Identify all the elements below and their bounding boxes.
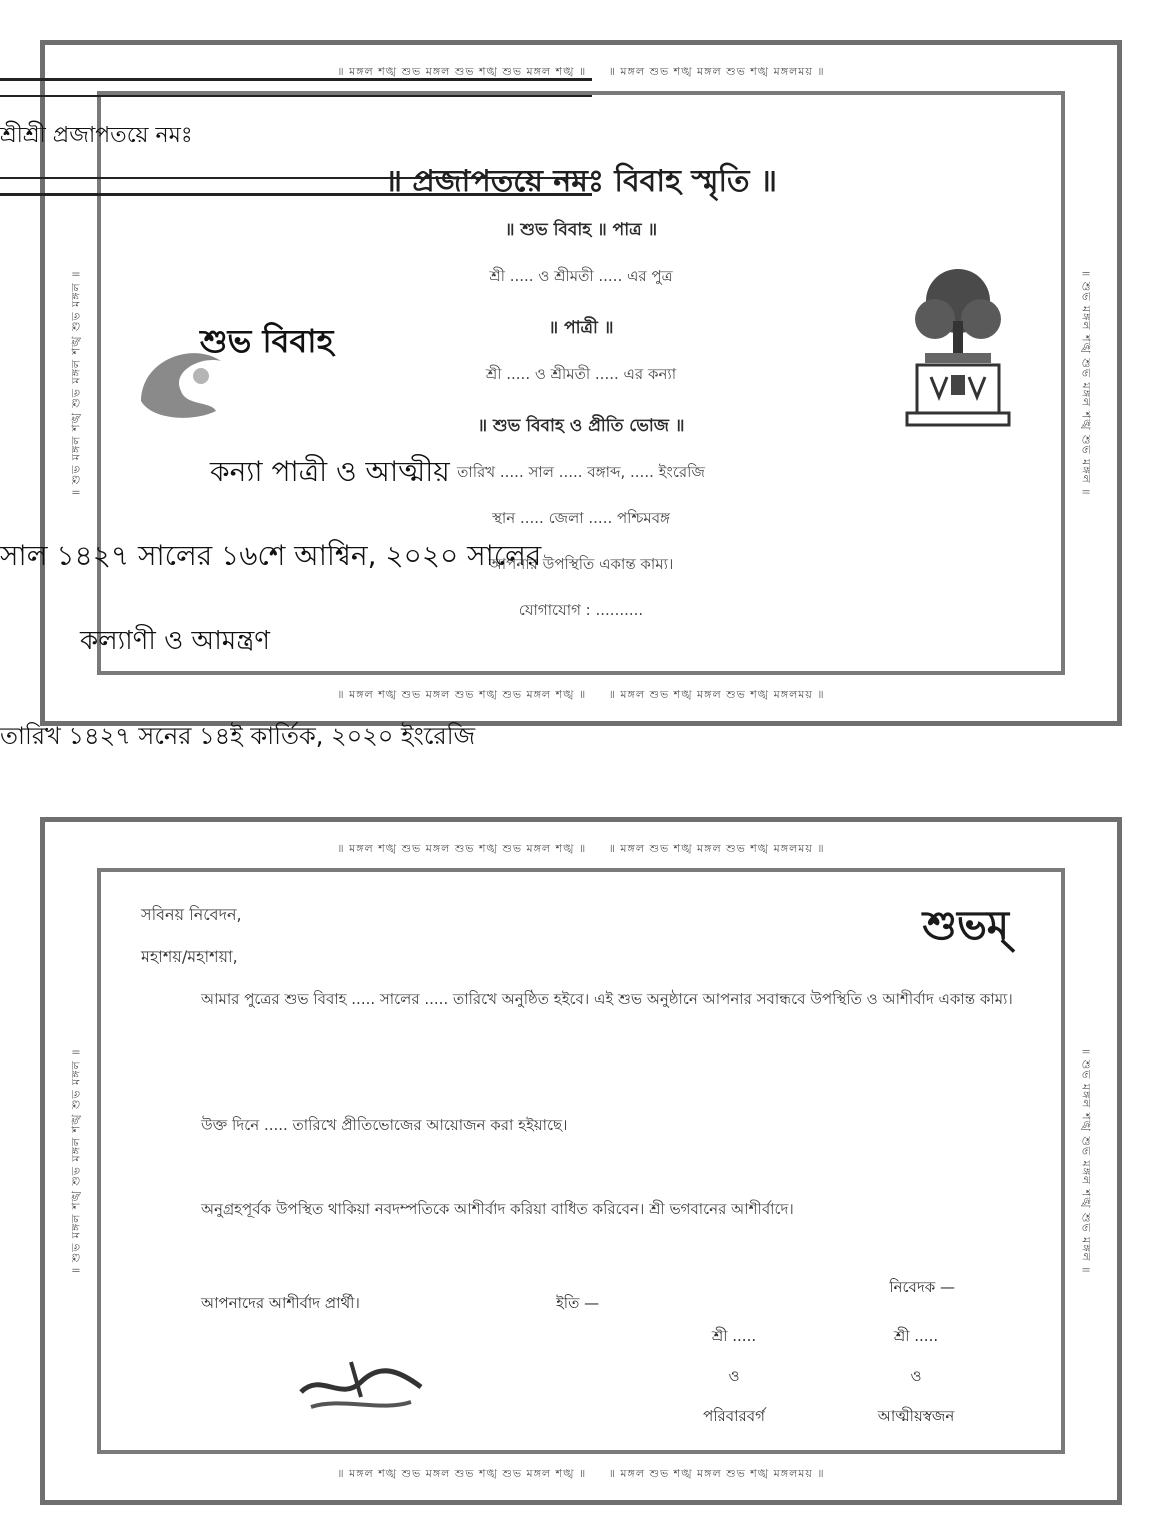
fragment-line: শ্রীশ্রী প্রজাপতয়ে নমঃ [0, 123, 193, 148]
tree-emblem-icon [903, 261, 1013, 441]
salutation: সবিনয় নিবেদন, [141, 905, 242, 924]
border-band-left: ॥ শুভ মঙ্গল শঙ্খ শুভ মঙ্গল শঙ্খ শুভ মঙ্গল ॥ [69, 270, 83, 496]
host-line: শ্রী ..... [711, 1327, 757, 1345]
border-band-right: ॥ শুভ মঙ্গল শঙ্খ শুভ মঙ্গল শঙ্খ শুভ মঙ্গল ॥ [1079, 270, 1093, 496]
host-line: শ্রী ..... [893, 1327, 939, 1345]
venue-line: আপনার উপস্থিতি একান্ত কাম্য। [488, 555, 674, 573]
host-line: ও [910, 1367, 922, 1385]
venue-line: স্থান ..... জেলা ..... পশ্চিমবঙ্গ [491, 509, 670, 527]
host-block [831, 1316, 1001, 1436]
groom-parents: শ্রী ..... ও শ্রীমতী ..... এর পুত্র [489, 267, 673, 285]
iti-label: ইতি — [556, 1294, 600, 1312]
overlay-fragment [0, 78, 592, 768]
groom-heading: ॥ শুভ বিবাহ ॥ পাত্র ॥ [504, 220, 658, 240]
closing-line: আপনাদের আশীর্বাদ প্রার্থী। [201, 1294, 360, 1312]
band-text: ॥ মঙ্গল শঙ্খ শুভ মঙ্গল শুভ শঙ্খ শুভ মঙ্গল শঙ্খ ॥ [337, 65, 587, 78]
host-line: ও [728, 1367, 740, 1385]
invitation-title: ॥ প্রজাপতয়ে নমঃ বিবাহ স্মৃতি ॥ [385, 164, 777, 199]
border-band-right: ॥ শুভ মঙ্গল শঙ্খ শুভ মঙ্গল শঙ্খ শুভ মঙ্গল ॥ [1079, 1048, 1093, 1274]
fragment-line: কন্যা পাত্রী ও আত্মীয় [210, 455, 450, 488]
band-text: ॥ মঙ্গল শুভ শঙ্খ মঙ্গল শুভ শঙ্খ মঙ্গলময় ॥ [608, 1467, 825, 1480]
band-text: ॥ মঙ্গল শঙ্খ শুভ মঙ্গল শুভ শঙ্খ শুভ মঙ্গল শঙ্খ ॥ [337, 1467, 587, 1480]
letter-paragraph: উক্ত দিনে ..... তারিখে প্রীতিভোজের আয়োজন করা হইয়াছে। [201, 1116, 568, 1134]
host-line: আত্মীয়স্বজন [877, 1407, 955, 1425]
venue-line: তারিখ ..... সাল ..... বঙ্গাব্দ, ..... ইংরেজি [457, 463, 705, 481]
contact-line: যোগাযোগ : .......... [518, 601, 644, 619]
fragment-line: তারিখ ১৪২৭ সনের ১৪ই কার্তিক, ২০২০ ইংরেজি [0, 722, 476, 750]
fragment-line: শুভ বিবাহ [200, 322, 334, 360]
band-text: ॥ মঙ্গল শুভ শঙ্খ মঙ্গল শুভ শঙ্খ মঙ্গলময় ॥ [608, 688, 825, 701]
letter-heading: শুভম্ [922, 903, 1009, 949]
host-line: পরিবারবর্গ [703, 1407, 765, 1425]
signature-icon [291, 1352, 431, 1422]
letter-card [40, 817, 1122, 1505]
band-text: ॥ মঙ্গল শুভ শঙ্খ মঙ্গল শুভ শঙ্খ মঙ্গলময় ॥ [608, 842, 825, 855]
fragment-line: কল্যাণী ও আমন্ত্রণ [80, 626, 271, 656]
venue-heading: ॥ শুভ বিবাহ ও প্রীতি ভোজ ॥ [477, 416, 685, 436]
letter-paragraph: অনুগ্রহপূর্বক উপস্থিত থাকিয়া নবদম্পতিকে আশীর্বাদ করিয়া বাধিত করিবেন। শ্রী ভগবানের আশীর্বাদে। [201, 1200, 794, 1218]
hosts-label: নিবেদক — [889, 1278, 955, 1296]
border-band-top [145, 840, 1017, 859]
letter-paragraph: আমার পুত্রের শুভ বিবাহ ..... সালের ..... তারিখে অনুষ্ঠিত হইবে। এই শুভ অনুষ্ঠানে আপনার সবান্ধবে উপস্থিতি ও আশীর্বাদ একান্ত কাম্য। [201, 990, 1013, 1008]
band-text: ॥ মঙ্গল শুভ শঙ্খ মঙ্গল শুভ শঙ্খ মঙ্গলময় ॥ [608, 65, 825, 78]
border-band-bottom [145, 1465, 1017, 1484]
bride-parents: শ্রী ..... ও শ্রীমতী ..... এর কন্যা [485, 365, 677, 383]
border-band-left: ॥ শুভ মঙ্গল শঙ্খ শুভ মঙ্গল শঙ্খ শুভ মঙ্গল ॥ [69, 1048, 83, 1274]
host-block [649, 1316, 819, 1436]
salutation: মহাশয়/মহাশয়া, [141, 947, 238, 966]
letter-frame [97, 868, 1065, 1454]
band-text: ॥ মঙ্গল শঙ্খ শুভ মঙ্গল শুভ শঙ্খ শুভ মঙ্গল শঙ্খ ॥ [337, 842, 587, 855]
band-text: ॥ মঙ্গল শঙ্খ শুভ মঙ্গল শুভ শঙ্খ শুভ মঙ্গল শঙ্খ ॥ [337, 688, 587, 701]
bride-heading: ॥ পাত্রী ॥ [548, 318, 614, 338]
fragment-line: সাল ১৪২৭ সালের ১৬শে আশ্বিন, ২০২০ সালের [0, 539, 542, 572]
